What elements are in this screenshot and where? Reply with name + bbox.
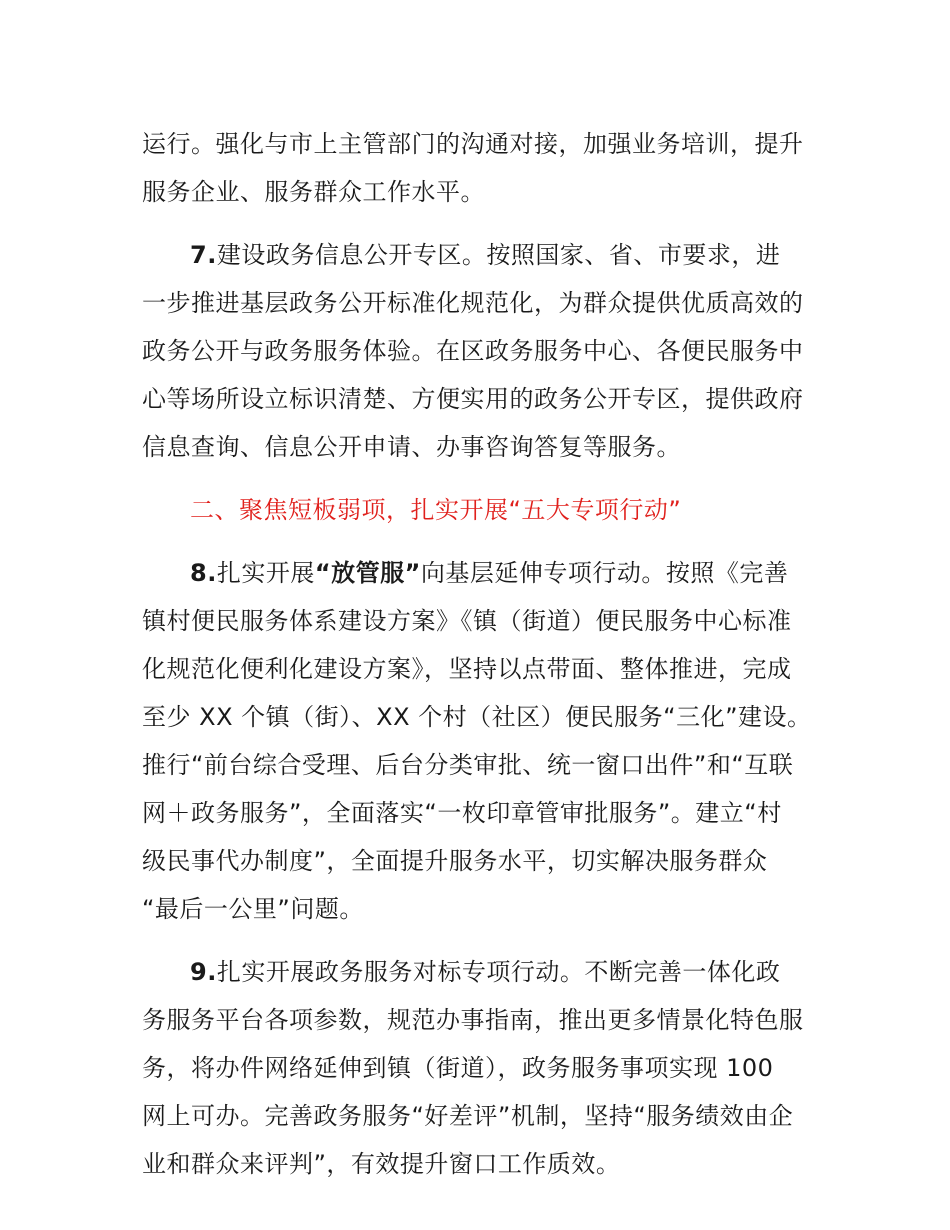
item-number: 8. bbox=[190, 559, 217, 587]
text-line: 网上可办。完善政务服务“好差评”机制，坚持“服务绩效由企 bbox=[142, 1102, 794, 1130]
text-line: 信息查询、信息公开申请、办事咨询答复等服务。 bbox=[142, 433, 681, 461]
text-line: 级民事代办制度”，全面提升服务水平，切实解决服务群众 bbox=[142, 847, 768, 875]
paragraph-9-first-line bbox=[142, 948, 817, 996]
text-line: 业和群众来评判”，有效提升窗口工作质效。 bbox=[142, 1150, 621, 1178]
text-line: 推行“前台综合受理、后台分类审批、统一窗口出件”和“互联 bbox=[142, 751, 794, 779]
paragraph-8 bbox=[142, 549, 817, 933]
bold-quote: “放管服” bbox=[314, 559, 421, 587]
text-line: 一步推进基层政务公开标准化规范化，为群众提供优质高效的 bbox=[142, 289, 804, 317]
text-line: 网＋政务服务”，全面落实“一枚印章管审批服务”。建立“村 bbox=[142, 799, 782, 827]
text-line: 镇村便民服务体系建设方案》《镇（街道）便民服务中心标准 bbox=[142, 607, 792, 635]
text-line: “最后一公里”问题。 bbox=[142, 895, 364, 923]
text-span: 扎实开展政务服务对标专项行动。不断完善一体化政 bbox=[216, 958, 781, 986]
text-line: 化规范化便利化建设方案》，坚持以点带面、整体推进，完成 bbox=[142, 655, 792, 683]
paragraph-8-first-line bbox=[142, 549, 817, 597]
text-line: 服务企业、服务群众工作水平。 bbox=[142, 178, 485, 206]
paragraph-intro bbox=[142, 120, 817, 216]
text-line: 运行。强化与市上主管部门的沟通对接，加强业务培训，提升 bbox=[142, 130, 804, 158]
paragraph-7 bbox=[142, 231, 817, 471]
text-line: 心等场所设立标识清楚、方便实用的政务公开专区，提供政府 bbox=[142, 385, 804, 413]
document-body bbox=[142, 120, 817, 1188]
text-span: 建设政务信息公开专区。按照国家、省、市要求，进 bbox=[216, 241, 781, 269]
text-line: 至少 XX 个镇（街）、XX 个村（社区）便民服务“三化”建设。 bbox=[142, 703, 812, 731]
item-number: 7. bbox=[190, 241, 217, 269]
text-span: 向基层延伸专项行动。按照《完善 bbox=[420, 559, 789, 587]
item-number: 9. bbox=[190, 958, 217, 986]
text-line: 政务公开与政务服务体验。在区政务服务中心、各便民服务中 bbox=[142, 337, 804, 365]
paragraph-9 bbox=[142, 948, 817, 1188]
text-line: 务，将办件网络延伸到镇（街道），政务服务事项实现 100 bbox=[142, 1054, 774, 1082]
section-heading: 二、聚焦短板弱项，扎实开展“五大专项行动” bbox=[190, 496, 682, 524]
text-line: 务服务平台各项参数，规范办事指南，推出更多情景化特色服 bbox=[142, 1006, 804, 1034]
text-span: 扎实开展 bbox=[216, 559, 315, 587]
paragraph-7-first-line bbox=[142, 231, 817, 279]
